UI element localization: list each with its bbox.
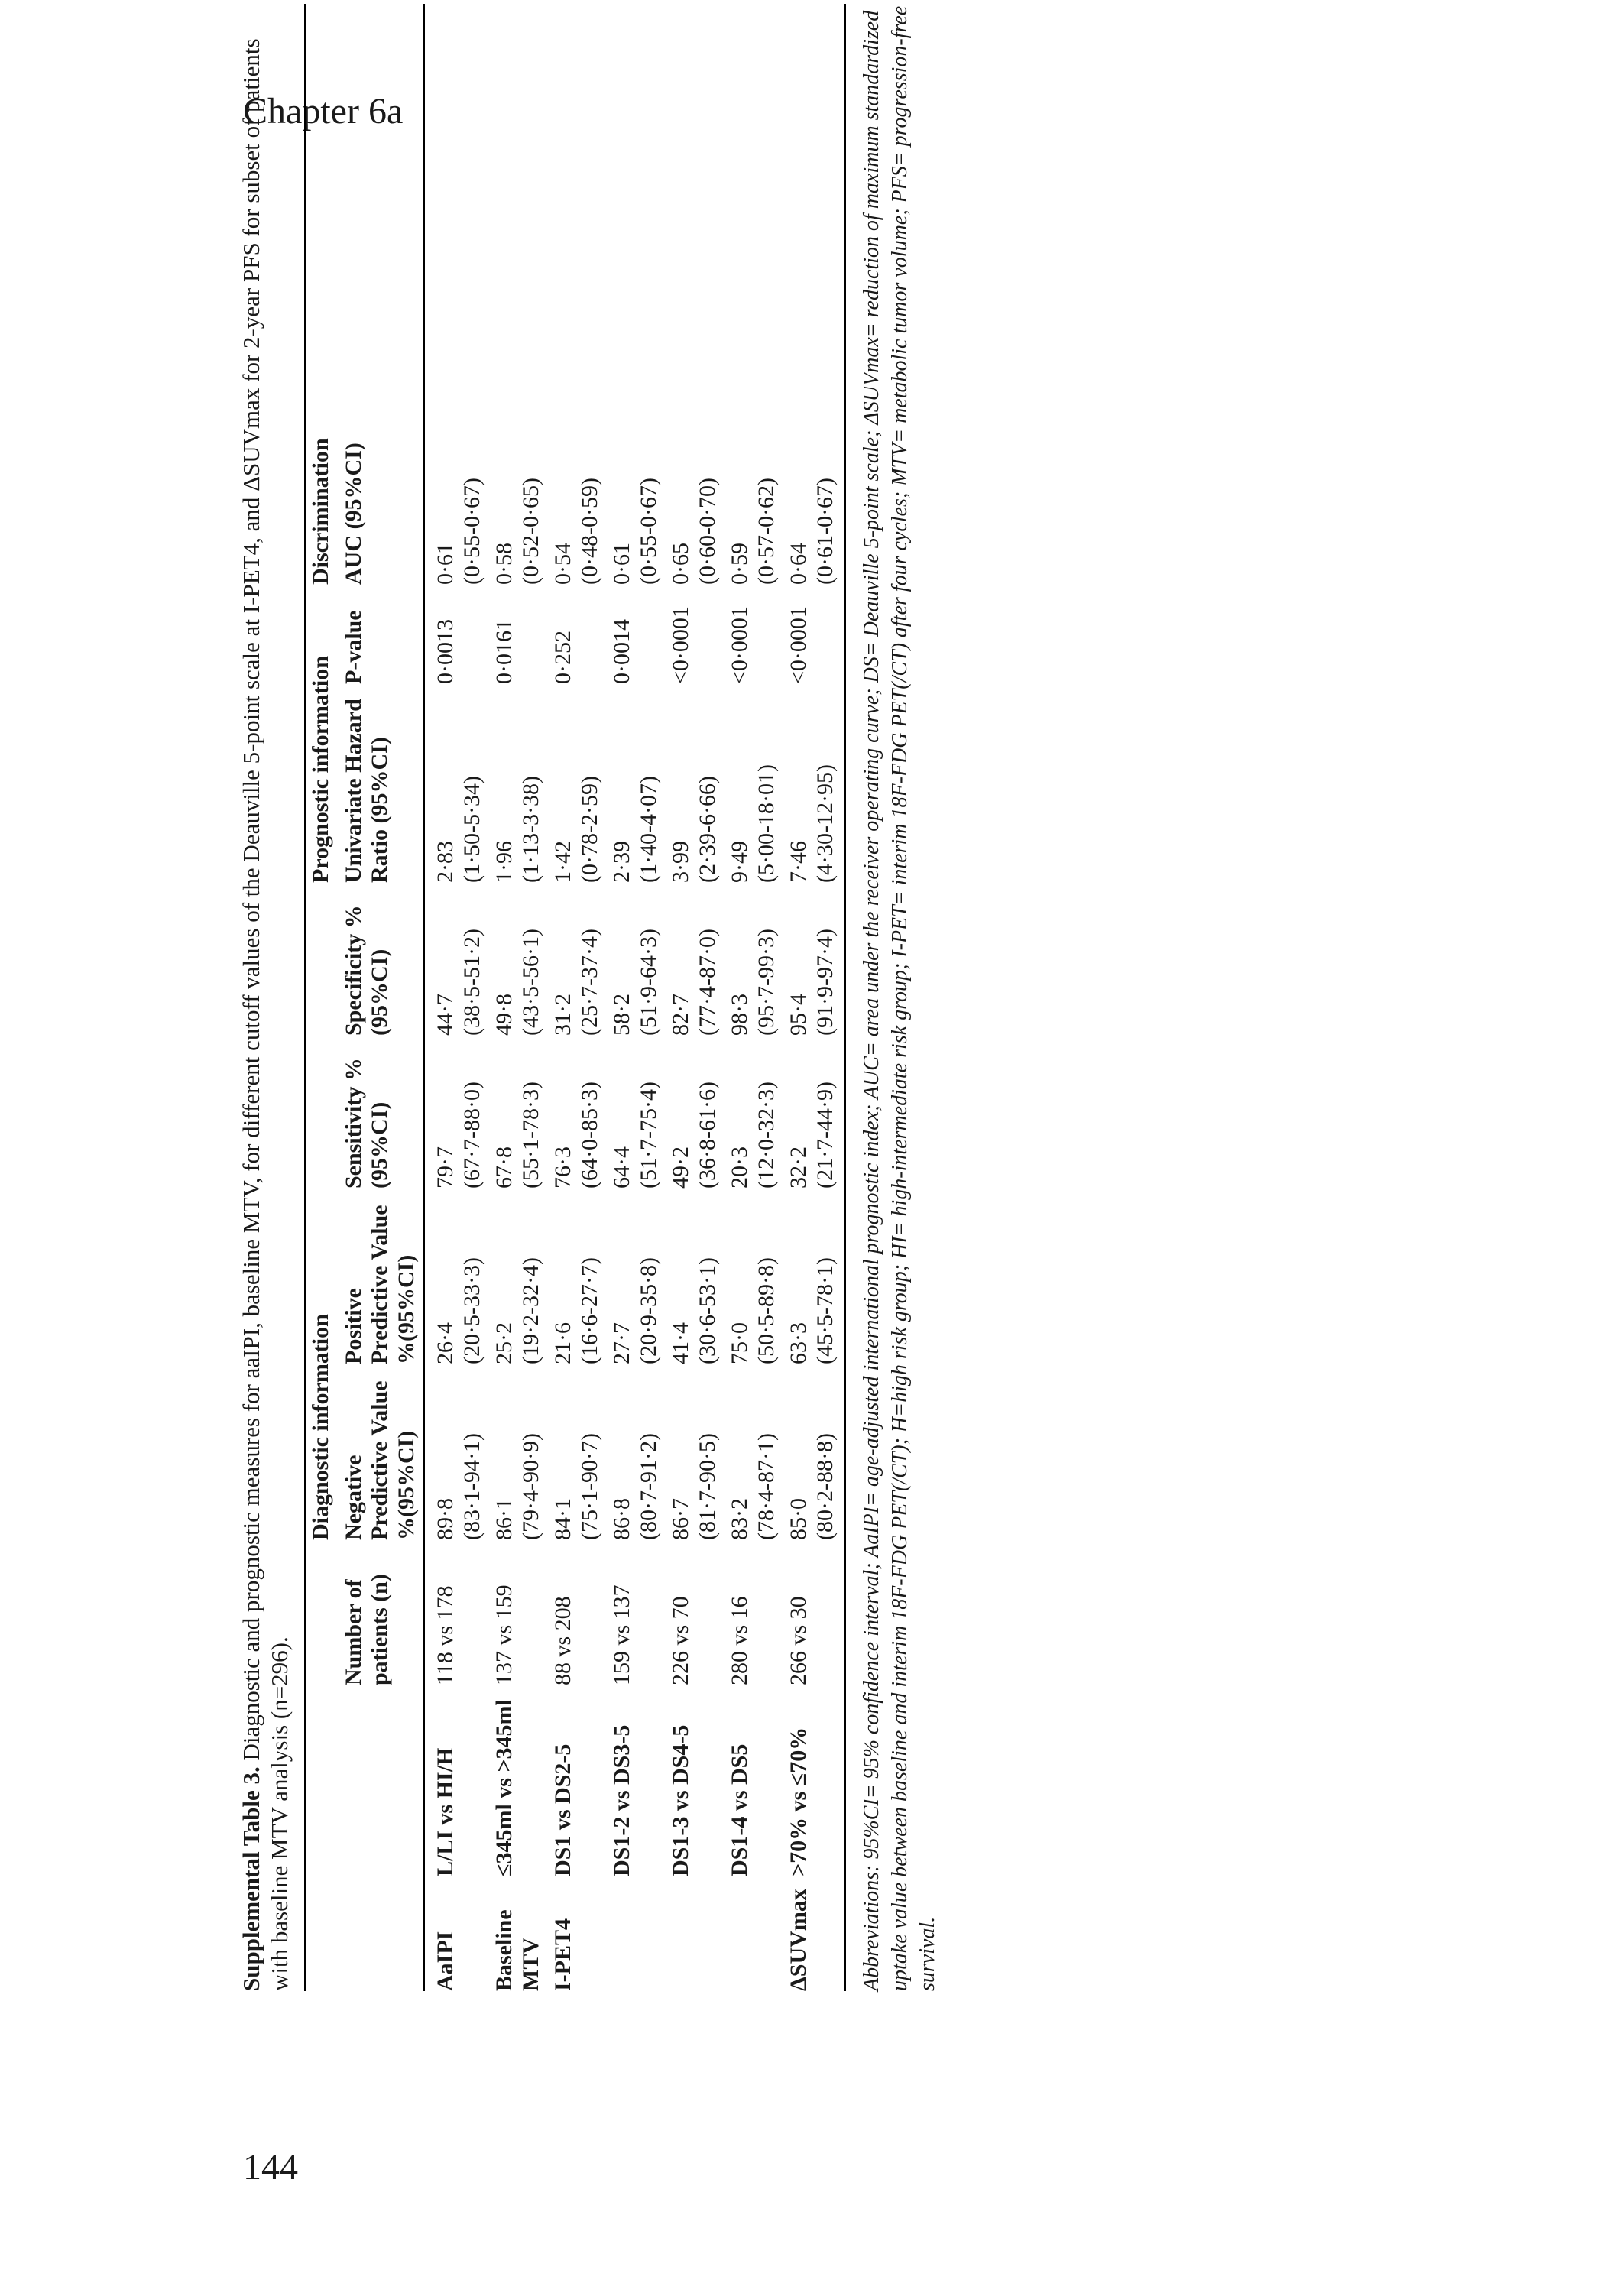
cell-patients: 118 vs 178 [433, 1585, 459, 1685]
cell-sensitivity [783, 1036, 845, 1189]
cell-sensitivity-value: 76·3 [550, 1146, 576, 1189]
cell-specificity [607, 883, 666, 1036]
cell-auc [783, 4, 845, 585]
cell-auc-ci: (0·57-0·62) [753, 478, 779, 585]
cell-hazard-ratio [724, 684, 783, 883]
blank-header [305, 1540, 339, 1685]
cell-sensitivity-ci: (36·8-61·6) [694, 1082, 720, 1189]
cell-sensitivity [548, 1036, 607, 1189]
blank-header [339, 1876, 425, 1991]
cell-p-value: 0·0013 [433, 619, 459, 684]
cell-npv-ci: (83·1-94·1) [459, 1433, 485, 1540]
cell-hazard-ratio-value: 7·46 [786, 841, 812, 883]
cell-specificity-ci: (91·9-97·4) [812, 929, 838, 1036]
group-header-discrimination: Discrimination [305, 4, 339, 585]
cell-p-value: 0·0014 [609, 619, 635, 684]
cell-ppv [607, 1189, 666, 1364]
cell-specificity-value: 98·3 [727, 994, 753, 1036]
cell-npv-value: 86·7 [668, 1498, 694, 1540]
cell-specificity [548, 883, 607, 1036]
cell-npv-value: 85·0 [786, 1498, 812, 1540]
table-row [424, 4, 489, 1991]
cell-hazard-ratio [548, 684, 607, 883]
rotated-table-block [237, 4, 1192, 1991]
caption-text: Diagnostic and prognostic measures for aaIPI, baseline MTV, for different cutoff values of the Deauville 5-point scale at I-PET4, and ΔSUVmax for 2-year PFS for subset of patients with baseline MTV analysis (n=296). [238, 38, 293, 1991]
cell-auc-ci: (0·48-0·59) [576, 478, 602, 585]
cell-ppv-ci: (20·5-33·3) [459, 1257, 485, 1364]
cell-ppv-ci: (50·5-89·8) [753, 1257, 779, 1364]
cell-hazard-ratio-value: 2·39 [609, 841, 635, 883]
cell-specificity-ci: (95·7-99·3) [753, 929, 779, 1036]
col-header-auc: AUC (95%CI) [339, 4, 425, 585]
cell-sensitivity-ci: (12·0-32·3) [753, 1082, 779, 1189]
cell-ppv-ci: (16·6-27·7) [576, 1257, 602, 1364]
page-number: 144 [243, 2147, 298, 2188]
col-header-specificity: Specificity %(95%CI) [339, 883, 425, 1036]
cell-patients: 159 vs 137 [609, 1584, 635, 1685]
row-group-label: ΔSUVmax [783, 1876, 845, 1991]
cell-p-value: <0·0001 [727, 606, 753, 684]
cell-specificity-value: 58·2 [609, 994, 635, 1036]
cell-hazard-ratio-value: 3·99 [668, 841, 694, 883]
row-group-label: I-PET4 [550, 1918, 576, 1991]
cell-hazard-ratio-ci: (5·00-18·01) [753, 764, 779, 883]
cell-npv-ci: (80·2-88·8) [812, 1433, 838, 1540]
cell-auc [424, 4, 489, 585]
cell-sensitivity-ci: (67·7-88·0) [459, 1082, 485, 1189]
cell-specificity-value: 44·7 [433, 994, 459, 1036]
col-header-hazard-ratio: Univariate Hazard Ratio (95%CI) [339, 684, 425, 883]
row-group-label: AaIPI [433, 1931, 459, 1991]
cell-ppv [783, 1189, 845, 1364]
table-row [666, 4, 724, 1991]
cell-hazard-ratio [489, 684, 548, 883]
cell-npv-value: 84·1 [550, 1498, 576, 1540]
cell-sensitivity [489, 1036, 548, 1189]
cell-sensitivity-ci: (51·7-75·4) [635, 1082, 661, 1189]
cell-auc-ci: (0·61-0·67) [812, 478, 838, 585]
table-caption [237, 4, 293, 1991]
cell-specificity-value: 49·8 [491, 994, 517, 1036]
cell-auc-value: 0·54 [550, 543, 576, 585]
cell-sensitivity-value: 64·4 [609, 1146, 635, 1189]
row-group-label [666, 1876, 724, 1991]
cell-sensitivity [424, 1036, 489, 1189]
cell-hazard-ratio [783, 684, 845, 883]
cell-npv-ci: (79·4-90·9) [517, 1433, 543, 1540]
cell-npv-value: 89·8 [433, 1498, 459, 1540]
cell-auc-ci: (0·55-0·67) [459, 478, 485, 585]
table-row [607, 4, 666, 1991]
row-cutoff: DS1-2 vs DS3-5 [609, 1724, 635, 1876]
table-body [424, 4, 845, 1991]
cell-hazard-ratio [666, 684, 724, 883]
cell-specificity-value: 95·4 [786, 994, 812, 1036]
cell-npv [489, 1364, 548, 1540]
cell-npv-ci: (75·1-90·7) [576, 1433, 602, 1540]
row-group-label: Baseline MTV [491, 1909, 543, 1991]
cell-auc-value: 0·64 [786, 543, 812, 585]
cell-sensitivity-value: 67·8 [491, 1146, 517, 1189]
cell-ppv-ci: (20·9-35·8) [635, 1257, 661, 1364]
cell-auc [607, 4, 666, 585]
cell-specificity-ci: (77·4-87·0) [694, 929, 720, 1036]
cell-specificity [783, 883, 845, 1036]
cell-sensitivity [724, 1036, 783, 1189]
cell-p-value: 0·252 [550, 631, 576, 684]
results-table [304, 4, 846, 1991]
group-header-row [305, 4, 339, 1991]
cell-ppv-ci: (19·2-32·4) [517, 1257, 543, 1364]
table-row [783, 4, 845, 1991]
cell-auc-value: 0·61 [609, 543, 635, 585]
cell-p-value: <0·0001 [783, 585, 845, 684]
cell-hazard-ratio-ci: (4·30-12·95) [812, 764, 838, 883]
cell-specificity-ci: (38·5-51·2) [459, 929, 485, 1036]
cell-sensitivity-value: 20·3 [727, 1146, 753, 1189]
cell-specificity [424, 883, 489, 1036]
blank-header [305, 1876, 339, 1991]
cell-patients: 137 vs 159 [491, 1584, 517, 1685]
cell-sensitivity-value: 79·7 [433, 1146, 459, 1189]
cell-ppv [424, 1189, 489, 1364]
cell-npv [666, 1364, 724, 1540]
cell-auc [489, 4, 548, 585]
cell-ppv-value: 27·7 [609, 1322, 635, 1364]
blank-header [305, 1685, 339, 1876]
cell-auc [666, 4, 724, 585]
column-header-row [339, 4, 425, 1991]
col-header-ppv: Positive Predictive Value %(95%CI) [339, 1189, 425, 1364]
abbreviations-note: Abbreviations: 95%CI= 95% confidence interval; AaIPI= age-adjusted international prognostic index; AUC= area under the receiver operating curve; DS= Deauville 5-point scale; ΔSUVmax= reduction of maximum standardized uptake value between baseline and interim 18F-FDG PET(/CT); H=high risk group; HI= high-intermediate risk group; I-PET= interim 18F-FDG PET(/CT) after four cycles; MTV= metabolic tumor volume; PFS= progression-free survival. [860, 5, 940, 1991]
cell-specificity-ci: (43·5-56·1) [517, 929, 543, 1036]
table-row [548, 4, 607, 1991]
cell-hazard-ratio-value: 1·42 [550, 841, 576, 883]
cell-specificity [724, 883, 783, 1036]
cell-ppv-ci: (45·5-78·1) [812, 1257, 838, 1364]
cell-npv-value: 86·1 [491, 1498, 517, 1540]
cell-patients: 226 vs 70 [668, 1596, 694, 1685]
row-group-label [607, 1876, 666, 1991]
cell-sensitivity [666, 1036, 724, 1189]
cell-hazard-ratio [607, 684, 666, 883]
row-cutoff: DS1-3 vs DS4-5 [668, 1724, 694, 1876]
cell-sensitivity-ci: (64·0-85·3) [576, 1082, 602, 1189]
cell-auc [724, 4, 783, 585]
cell-npv-ci: (78·4-87·1) [753, 1433, 779, 1540]
col-header-sensitivity: Sensitivity %(95%CI) [339, 1036, 425, 1189]
cell-sensitivity-ci: (55·1-78·3) [517, 1082, 543, 1189]
cell-ppv-value: 26·4 [433, 1322, 459, 1364]
cell-hazard-ratio-value: 1·96 [491, 841, 517, 883]
cell-auc [548, 4, 607, 585]
cell-p-value: <0·0001 [668, 606, 694, 684]
cell-sensitivity-value: 32·2 [786, 1146, 812, 1189]
cell-npv [783, 1364, 845, 1540]
cell-specificity-value: 31·2 [550, 994, 576, 1036]
row-cutoff: DS1-4 vs DS5 [727, 1743, 753, 1876]
cell-patients: 280 vs 16 [727, 1596, 753, 1685]
cell-patients: 88 vs 208 [550, 1596, 576, 1685]
cell-specificity-ci: (51·9-64·3) [635, 929, 661, 1036]
group-header-diagnostic: Diagnostic information [305, 883, 339, 1540]
cell-specificity [489, 883, 548, 1036]
cell-ppv-value: 75·0 [727, 1322, 753, 1364]
cell-sensitivity-ci: (21·7-44·9) [812, 1082, 838, 1189]
cell-hazard-ratio-ci: (2·39-6·66) [694, 776, 720, 883]
col-header-n: Number of patients (n) [339, 1540, 425, 1685]
cell-npv [548, 1364, 607, 1540]
cell-auc-ci: (0·60-0·70) [694, 478, 720, 585]
cell-ppv [548, 1189, 607, 1364]
cell-npv [424, 1364, 489, 1540]
col-header-p-value: P-value [339, 585, 425, 684]
row-cutoff: L/LI vs HI/H [433, 1747, 459, 1876]
cell-p-value: 0·0161 [491, 619, 517, 684]
cell-npv-ci: (81·7-90·5) [694, 1433, 720, 1540]
cell-auc-ci: (0·52-0·65) [517, 478, 543, 585]
col-header-npv: Negative Predictive Value %(95%CI) [339, 1364, 425, 1540]
cell-ppv [666, 1189, 724, 1364]
cell-ppv [724, 1189, 783, 1364]
cell-auc-value: 0·65 [668, 543, 694, 585]
cell-ppv-value: 41·4 [668, 1322, 694, 1364]
cell-auc-value: 0·59 [727, 543, 753, 585]
blank-header [339, 1685, 425, 1876]
group-header-prognostic: Prognostic information [305, 585, 339, 883]
cell-auc-value: 0·58 [491, 543, 517, 585]
cell-hazard-ratio-value: 2·83 [433, 841, 459, 883]
row-cutoff: ≤345ml vs >345ml [491, 1699, 517, 1876]
cell-sensitivity [607, 1036, 666, 1189]
cell-npv [724, 1364, 783, 1540]
cell-hazard-ratio-ci: (0·78-2·59) [576, 776, 602, 883]
cell-ppv-value: 21·6 [550, 1322, 576, 1364]
cell-ppv-ci: (30·6-53·1) [694, 1257, 720, 1364]
cell-npv-value: 86·8 [609, 1498, 635, 1540]
cell-ppv-value: 25·2 [491, 1322, 517, 1364]
cell-specificity [666, 883, 724, 1036]
cell-hazard-ratio-ci: (1·40-4·07) [635, 776, 661, 883]
table-row [724, 4, 783, 1991]
cell-specificity-value: 82·7 [668, 994, 694, 1036]
table-row [489, 4, 548, 1991]
row-cutoff: >70% vs ≤70% [783, 1685, 845, 1876]
cell-npv-value: 83·2 [727, 1498, 753, 1540]
cell-hazard-ratio-ci: (1·13-3·38) [517, 776, 543, 883]
cell-hazard-ratio-value: 9·49 [727, 841, 753, 883]
cell-npv [607, 1364, 666, 1540]
cell-npv-ci: (80·7-91·2) [635, 1433, 661, 1540]
cell-specificity-ci: (25·7-37·4) [576, 929, 602, 1036]
cell-patients: 266 vs 30 [783, 1540, 845, 1685]
cell-hazard-ratio [424, 684, 489, 883]
cell-auc-value: 0·61 [433, 543, 459, 585]
cell-hazard-ratio-ci: (1·50-5·34) [459, 776, 485, 883]
row-cutoff: DS1 vs DS2-5 [550, 1743, 576, 1876]
cell-ppv [489, 1189, 548, 1364]
cell-sensitivity-value: 49·2 [668, 1146, 694, 1189]
row-group-label [724, 1876, 783, 1991]
cell-ppv-value: 63·3 [786, 1322, 812, 1364]
caption-label: Supplemental Table 3. [238, 1766, 264, 1991]
cell-auc-ci: (0·55-0·67) [635, 478, 661, 585]
chapter-heading: Chapter 6a [243, 91, 404, 131]
